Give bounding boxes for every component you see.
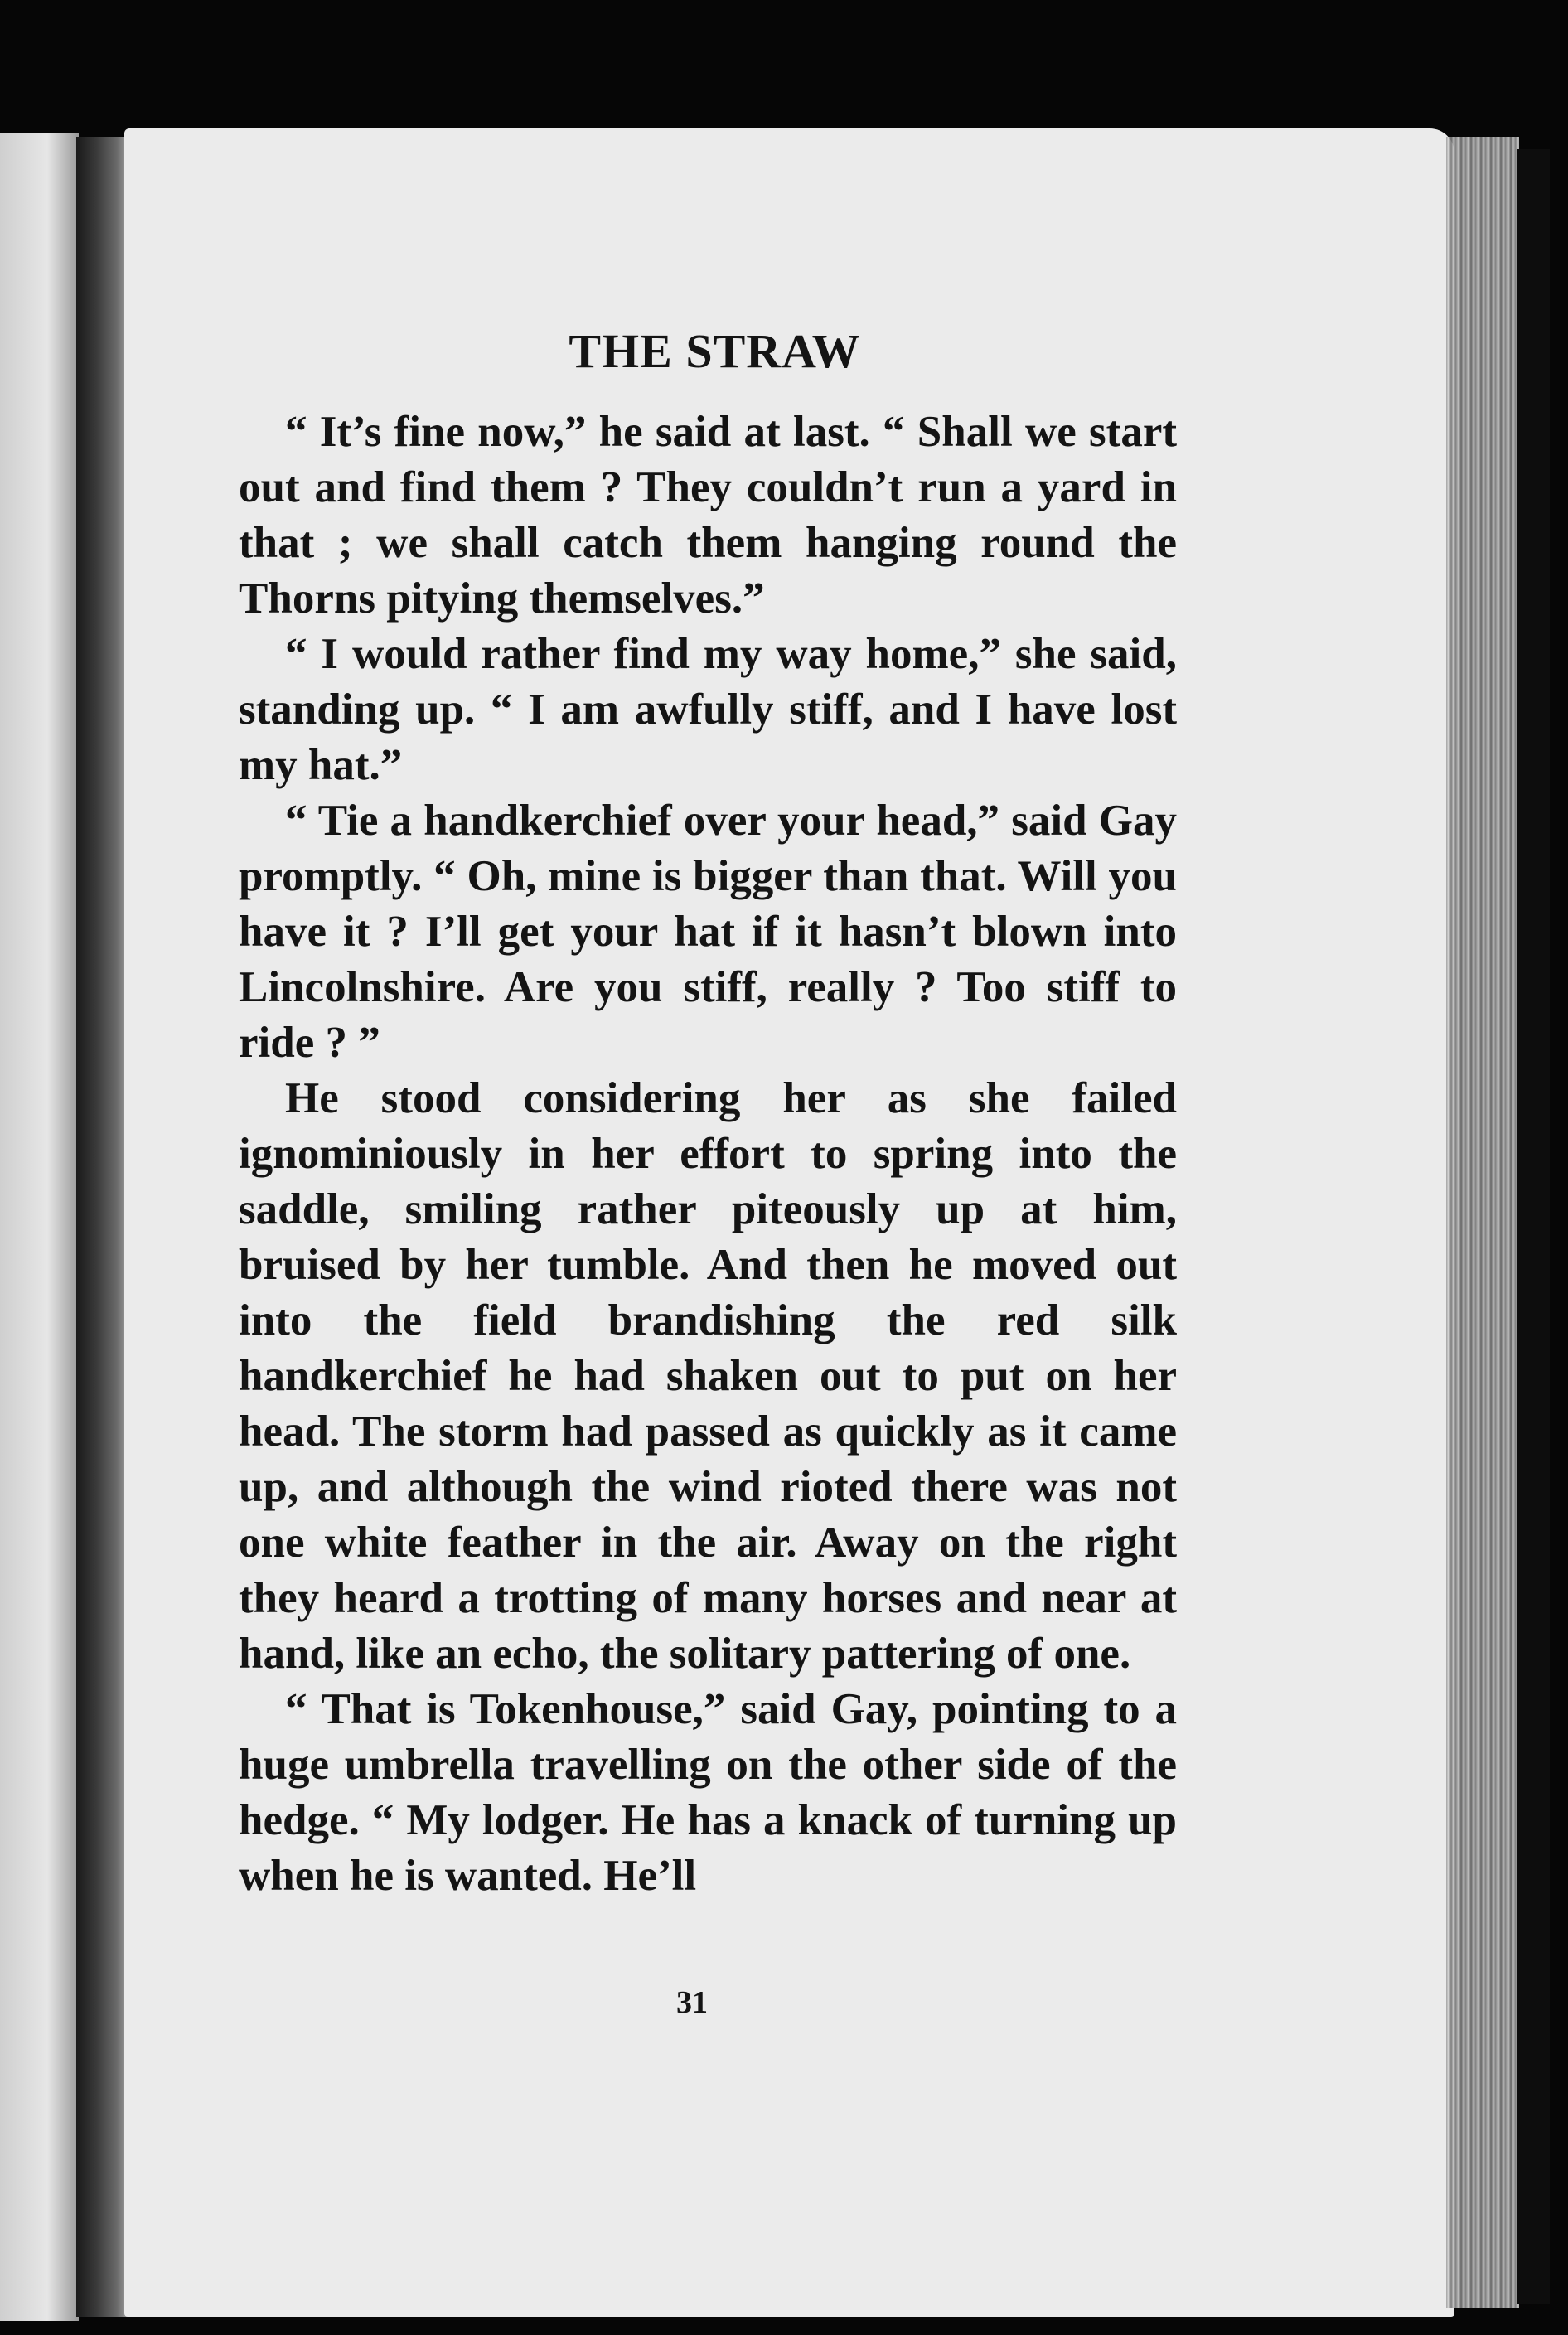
body-text	[239, 405, 1177, 1904]
paragraph: “ Tie a handkerchief over your head,” said Gay promptly. “ Oh, mine is bigger than that. Will you have it ? I’ll get your hat if it hasn’t blown into Lincolnshire. Are you stiff, really ? Too stiff to ride ? ”	[239, 797, 1177, 1067]
paragraph: He stood considering her as she failed ignominiously in her effort to spring into the saddle, smiling rather piteously up at him, bruised by her tumble. And then he moved out into the field brandishing the red silk handkerchief he had shaken out to put on her head. The storm had passed as quickly as it came up, and although the wind rioted there was not one white feather in the air. Away on the right they heard a trotting of many horses and near at hand, like an echo, the solitary pattering of one.	[239, 1074, 1177, 1678]
page-block-edge	[1446, 137, 1519, 2308]
paragraph: “ I would rather find my way home,” she said, standing up. “ I am awfully stiff, and I have lost my hat.”	[239, 630, 1177, 789]
book-cover-edge	[1517, 149, 1550, 2304]
page-number: 31	[676, 1985, 708, 2020]
running-head: THE STRAW	[569, 324, 861, 378]
paragraph: “ It’s fine now,” he said at last. “ Shall we start out and find them ? They couldn’t run a yard in that ; we shall catch them hanging round the Thorns pitying themselves.”	[239, 408, 1177, 623]
facing-page-edge	[0, 133, 79, 2321]
paragraph: “ That is Tokenhouse,” said Gay, pointing to a huge umbrella travelling on the other side of the hedge. “ My lodger. He has a knack of turning up when he is wanted. He’ll	[239, 1685, 1177, 1900]
